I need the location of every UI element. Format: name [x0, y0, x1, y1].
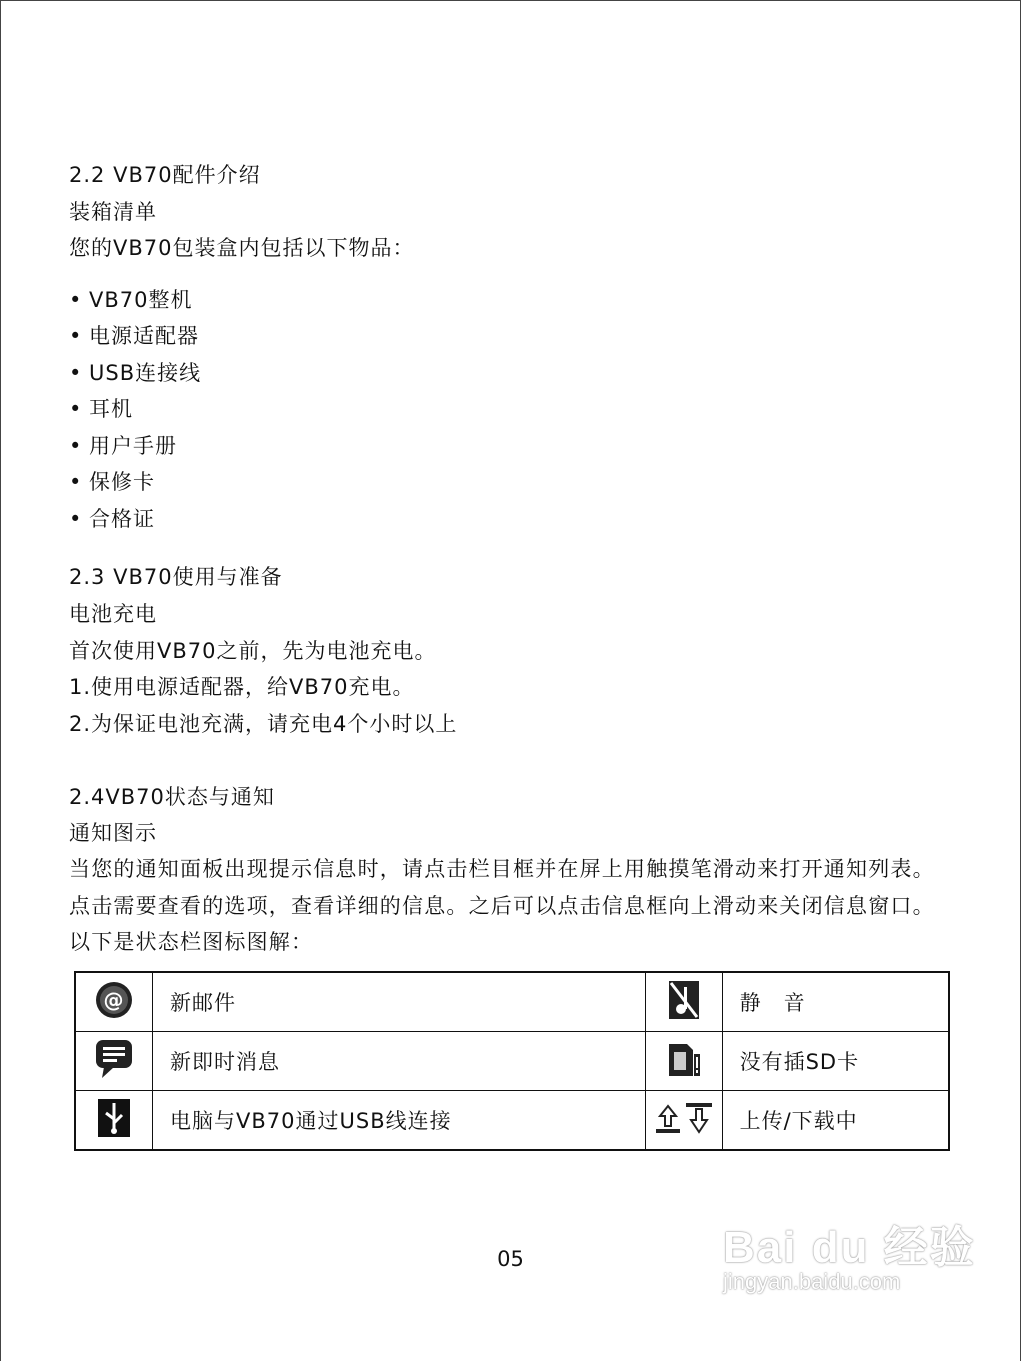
table-label: 新即时消息 — [153, 1032, 646, 1091]
table-row — [75, 1032, 949, 1091]
table-row — [75, 972, 949, 1032]
no-sd-card-icon — [645, 1032, 722, 1091]
svg-text:@: @ — [103, 987, 125, 1012]
watermark-url: jingyan.baidu.com — [723, 1269, 901, 1294]
list-item: • 合格证 — [69, 506, 155, 532]
body-line: 1.使用电源适配器，给VB70充电。 — [69, 675, 415, 699]
list-item: • 耳机 — [69, 396, 133, 422]
body-line: 2.为保证电池充满，请充电4个小时以上 — [69, 712, 458, 736]
section-subtitle: 通知图示 — [69, 821, 157, 845]
section-title: 2.4VB70状态与通知 — [69, 785, 275, 809]
table-label: 新邮件 — [153, 972, 646, 1032]
page-number: 05 — [497, 1247, 524, 1271]
table-label: 电脑与VB70通过USB线连接 — [153, 1091, 646, 1151]
intro-text: 您的VB70包装盒内包括以下物品： — [69, 236, 415, 260]
upload-download-icon — [645, 1091, 722, 1151]
section-title: 2.2 VB70配件介绍 — [69, 163, 261, 187]
message-bubble-icon — [75, 1032, 153, 1091]
mute-icon — [645, 972, 722, 1032]
section-subtitle: 电池充电 — [69, 602, 157, 626]
list-item: • 电源适配器 — [69, 323, 199, 349]
list-item: • 保修卡 — [69, 469, 155, 495]
list-item: • USB连接线 — [69, 360, 201, 386]
table-label: 没有插SD卡 — [722, 1032, 949, 1091]
list-item: • VB70整机 — [69, 287, 193, 313]
usb-icon — [75, 1091, 153, 1151]
body-line: 首次使用VB70之前，先为电池充电。 — [69, 639, 437, 663]
email-at-icon — [75, 972, 153, 1032]
section-title: 2.3 VB70使用与准备 — [69, 565, 283, 589]
baidu-watermark — [723, 1211, 976, 1295]
body-paragraph: 当您的通知面板出现提示信息时，请点击栏目框并在屏上用触摸笔滑动来打开通知列表。 点击需要查看的选项，查看详细的信息。之后可以点击信息框向上滑动来关闭信息窗口。 以下是状态栏图标图解： — [69, 857, 935, 955]
table-row — [75, 1091, 949, 1151]
section-subtitle: 装箱清单 — [69, 200, 157, 224]
table-label: 上传/下载中 — [722, 1091, 949, 1151]
watermark-logo: Bai du 经验 — [723, 1223, 976, 1272]
list-item: • 用户手册 — [69, 433, 177, 459]
status-icon-table — [74, 971, 950, 1151]
table-label: 静 音 — [722, 972, 949, 1032]
